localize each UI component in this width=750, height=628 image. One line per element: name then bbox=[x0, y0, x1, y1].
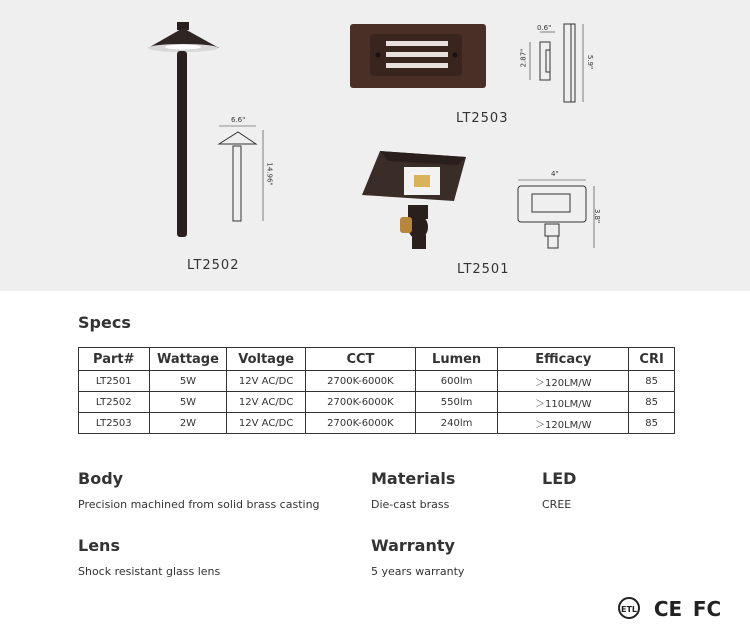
warranty-title: Warranty bbox=[371, 536, 455, 555]
specs-table-header-row bbox=[79, 348, 675, 371]
header-wattage: Wattage bbox=[149, 348, 227, 371]
cell-lumen: 550lm bbox=[415, 392, 498, 413]
cell-lumen: 240lm bbox=[415, 413, 498, 434]
table-row bbox=[79, 413, 675, 434]
cell-wattage: 2W bbox=[149, 413, 227, 434]
header-cct: CCT bbox=[305, 348, 415, 371]
header-part: Part# bbox=[79, 348, 150, 371]
cell-part: LT2501 bbox=[79, 371, 150, 392]
body-section bbox=[78, 469, 320, 511]
fc-logo-text: FC bbox=[692, 597, 722, 620]
body-title: Body bbox=[78, 469, 124, 488]
specs-title: Specs bbox=[78, 313, 131, 332]
lt2503-width-dimension: 5.9" bbox=[586, 54, 595, 70]
lt2501-model-label: LT2501 bbox=[457, 262, 510, 277]
lt2502-height-dimension: 14.96" bbox=[265, 162, 274, 186]
header-voltage: Voltage bbox=[227, 348, 306, 371]
lt2502-model-label: LT2502 bbox=[187, 258, 240, 273]
ce-certification-logo bbox=[651, 596, 685, 620]
led-title: LED bbox=[542, 469, 577, 488]
cell-lumen: 600lm bbox=[415, 371, 498, 392]
led-text: CREE bbox=[542, 498, 572, 511]
cell-cri: 85 bbox=[629, 413, 675, 434]
cell-cri: 85 bbox=[629, 371, 675, 392]
lens-text: Shock resistant glass lens bbox=[78, 565, 221, 578]
table-row bbox=[79, 371, 675, 392]
lens-section bbox=[78, 536, 220, 578]
lt2501-width-dimension: 4" bbox=[551, 170, 559, 178]
cell-efficacy: ＞120LM/W bbox=[498, 413, 629, 434]
cell-voltage: 12V AC/DC bbox=[227, 413, 306, 434]
body-text: Precision machined from solid brass casting bbox=[78, 498, 320, 511]
cell-cct: 2700K-6000K bbox=[305, 392, 415, 413]
lt2502-width-dimension: 6.6" bbox=[231, 116, 246, 124]
lt2501-dimension-drawing bbox=[512, 176, 604, 251]
cell-part: LT2503 bbox=[79, 413, 150, 434]
lt2503-height-dimension: 2.87" bbox=[519, 48, 528, 68]
ce-logo-text: CE bbox=[653, 597, 683, 620]
cell-efficacy: ＞110LM/W bbox=[498, 392, 629, 413]
lt2503-step-light-image bbox=[348, 22, 488, 90]
table-row bbox=[79, 392, 675, 413]
led-section bbox=[542, 469, 576, 511]
cell-voltage: 12V AC/DC bbox=[227, 392, 306, 413]
materials-title: Materials bbox=[371, 469, 456, 488]
product-image-area bbox=[0, 0, 750, 291]
cell-part: LT2502 bbox=[79, 392, 150, 413]
cell-cri: 85 bbox=[629, 392, 675, 413]
materials-section bbox=[371, 469, 455, 511]
lt2501-flood-light-image bbox=[360, 145, 470, 255]
materials-text: Die-cast brass bbox=[371, 498, 450, 511]
header-cri: CRI bbox=[629, 348, 675, 371]
cell-wattage: 5W bbox=[149, 392, 227, 413]
cell-cct: 2700K-6000K bbox=[305, 371, 415, 392]
cell-voltage: 12V AC/DC bbox=[227, 371, 306, 392]
lt2501-height-dimension: 3.8" bbox=[593, 208, 602, 224]
cell-cct: 2700K-6000K bbox=[305, 413, 415, 434]
etl-certification-logo bbox=[614, 596, 644, 620]
cell-wattage: 5W bbox=[149, 371, 227, 392]
specs-table bbox=[78, 347, 675, 434]
lt2503-depth-dimension: 0.6" bbox=[537, 24, 552, 32]
cell-efficacy: ＞120LM/W bbox=[498, 371, 629, 392]
header-lumen: Lumen bbox=[415, 348, 498, 371]
header-efficacy: Efficacy bbox=[498, 348, 629, 371]
lens-title: Lens bbox=[78, 536, 120, 555]
warranty-section bbox=[371, 536, 464, 578]
etl-logo-text: ETL bbox=[620, 605, 638, 614]
fc-certification-logo bbox=[690, 596, 724, 620]
lt2503-model-label: LT2503 bbox=[456, 111, 509, 126]
warranty-text: 5 years warranty bbox=[371, 565, 465, 578]
